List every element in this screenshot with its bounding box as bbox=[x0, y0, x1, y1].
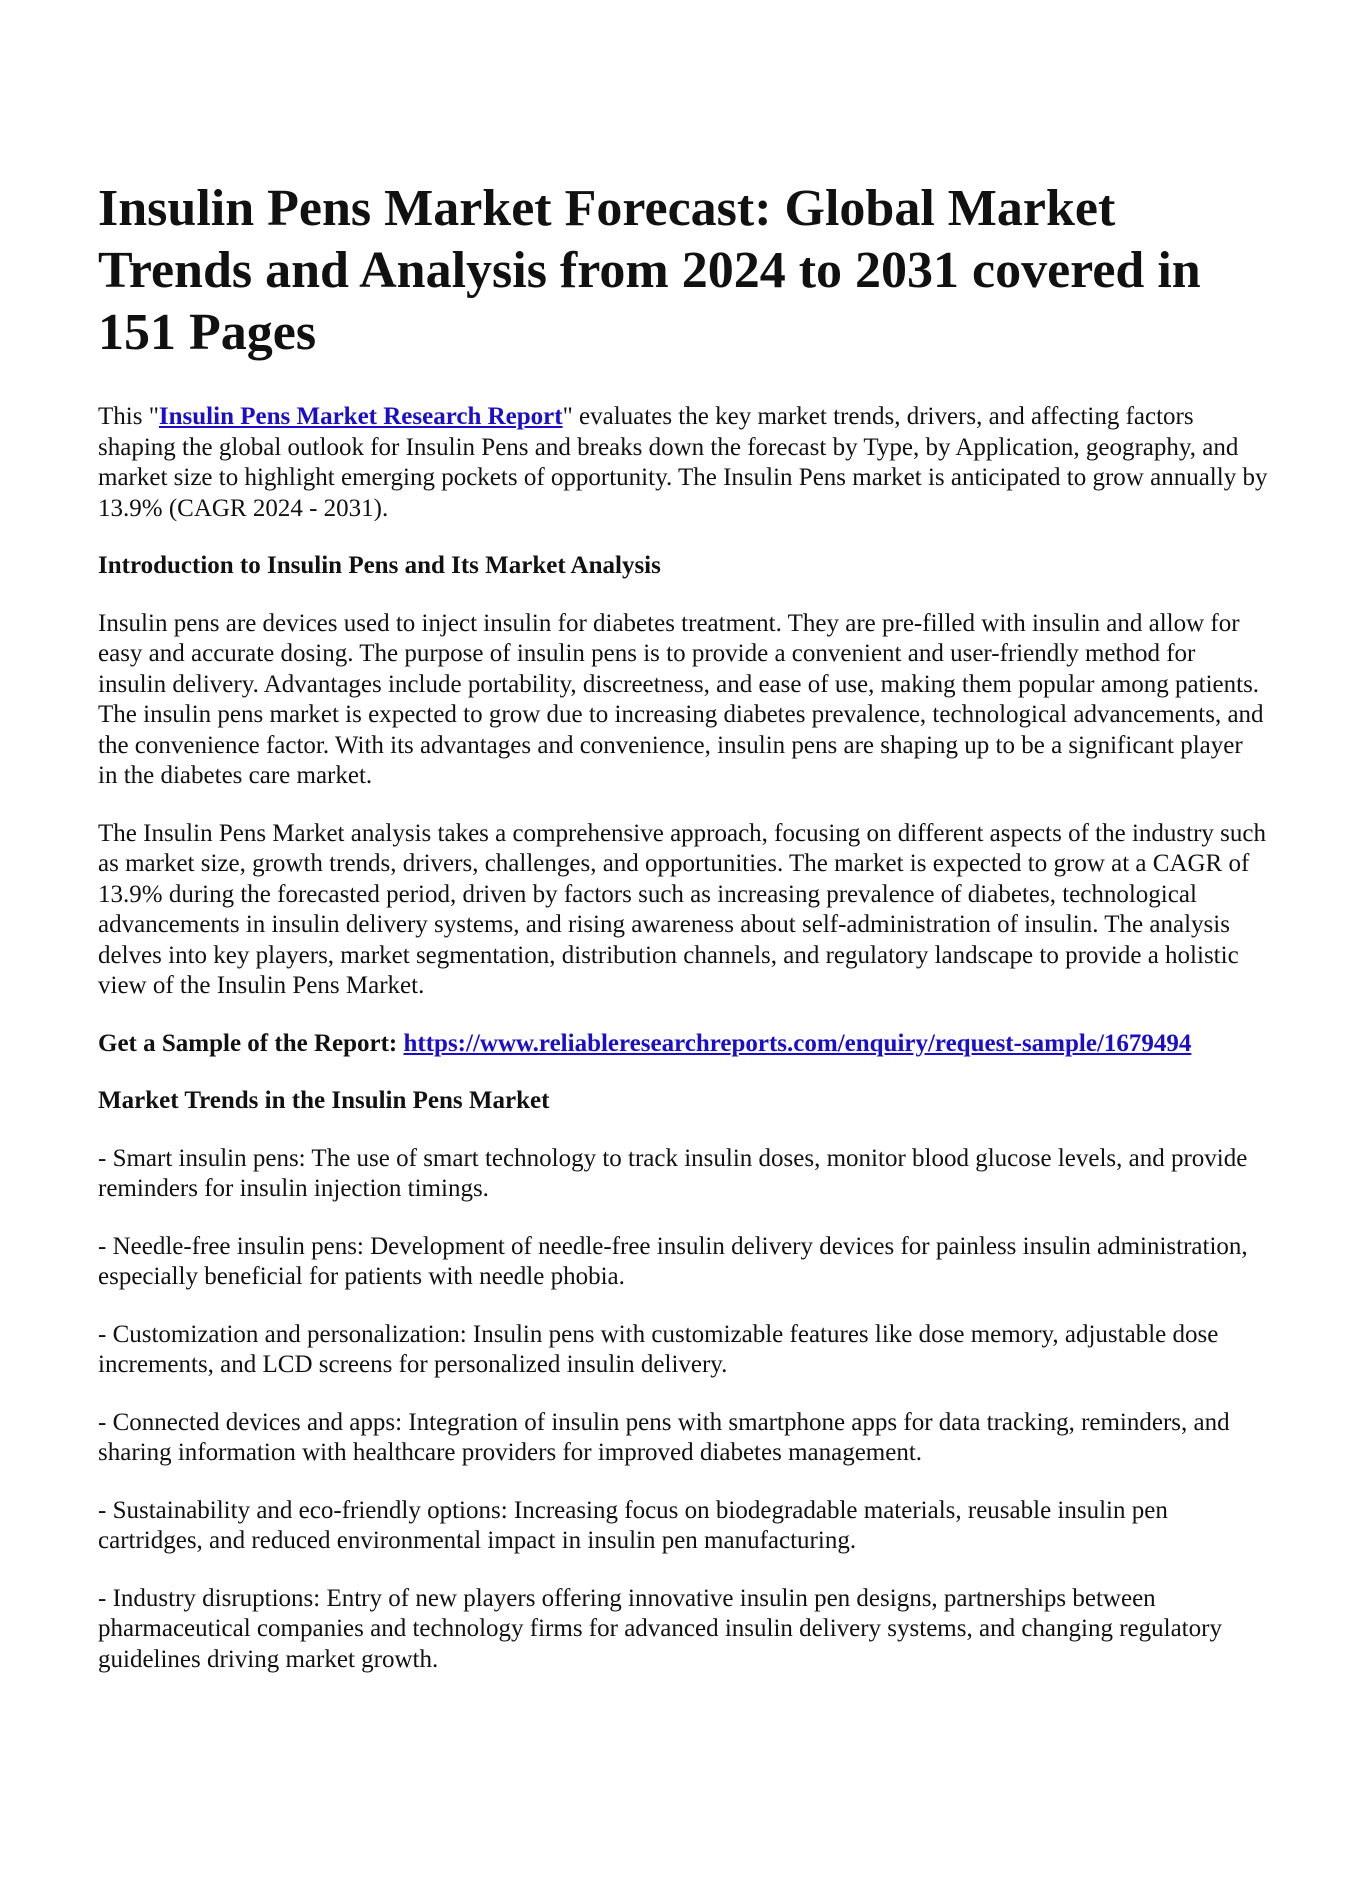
page-title: Insulin Pens Market Forecast: Global Market Trends and Analysis from 2024 to 2031 covered in 151 Pages bbox=[98, 180, 1201, 361]
intro-prefix: This " bbox=[98, 403, 159, 430]
sample-label: Get a Sample of the Report: bbox=[98, 1029, 404, 1057]
sample-link[interactable]: https://www.reliableresearchreports.com/enquiry/request-sample/1679494 bbox=[403, 1029, 1192, 1057]
intro-paragraph bbox=[98, 402, 1268, 524]
trend-item: - Smart insulin pens: The use of smart technology to track insulin doses, monitor blood glucose levels, and provide reminders for insulin injection timings. bbox=[98, 1144, 1248, 1202]
trend-item: - Sustainability and eco-friendly options: Increasing focus on biodegradable materials, reusable insulin pen cartridges, and reduced environmental impact in insulin pen manufacturing. bbox=[98, 1496, 1168, 1554]
section-heading-introduction: Introduction to Insulin Pens and Its Market Analysis bbox=[98, 552, 661, 579]
intro-suffix: " evaluates the key market trends, drivers, and affecting factors shaping the global outlook for Insulin Pens and breaks down the forecast by Type, by Application, geography, and market size to highlight emerging pockets of opportunity. The Insulin Pens market is anticipated to grow annually by 13.9% (CAGR 2024 - 2031). bbox=[98, 403, 1268, 522]
report-link[interactable]: Insulin Pens Market Research Report bbox=[158, 403, 563, 430]
section-heading-market-trends: Market Trends in the Insulin Pens Market bbox=[98, 1087, 550, 1114]
introduction-paragraph-2: The Insulin Pens Market analysis takes a comprehensive approach, focusing on different aspects of the industry such as market size, growth trends, drivers, challenges, and opportunities. The market is expected to grow at a CAGR of 13.9% during the forecasted period, driven by factors such as increasing prevalence of diabetes, technological advancements in insulin delivery systems, and rising awareness about self-administration of insulin. The analysis delves into key players, market segmentation, distribution channels, and regulatory landscape to provide a holistic view of the Insulin Pens Market. bbox=[98, 819, 1266, 999]
trend-item: - Customization and personalization: Insulin pens with customizable features like dose memory, adjustable dose increments, and LCD screens for personalized insulin delivery. bbox=[98, 1320, 1219, 1378]
introduction-paragraph-1: Insulin pens are devices used to inject insulin for diabetes treatment. They are pre-filled with insulin and allow for easy and accurate dosing. The purpose of insulin pens is to provide a convenient and user-friendly method for insulin delivery. Advantages include portability, discreetness, and ease of use, making them popular among patients. The insulin pens market is expected to grow due to increasing diabetes prevalence, technological advancements, and the convenience factor. With its advantages and convenience, insulin pens are shaping up to be a significant player in the diabetes care market. bbox=[98, 609, 1264, 789]
sample-request-line bbox=[98, 1029, 1268, 1060]
trend-item: - Needle-free insulin pens: Development of needle-free insulin delivery devices for painless insulin administration, especially beneficial for patients with needle phobia. bbox=[98, 1232, 1248, 1290]
trend-item: - Industry disruptions: Entry of new players offering innovative insulin pen designs, partnerships between pharmaceutical companies and technology firms for advanced insulin delivery systems, and changing regulatory guidelines driving market growth. bbox=[98, 1584, 1222, 1673]
trend-item: - Connected devices and apps: Integration of insulin pens with smartphone apps for data tracking, reminders, and sharing information with healthcare providers for improved diabetes management. bbox=[98, 1408, 1230, 1466]
document-page bbox=[98, 178, 1268, 1702]
